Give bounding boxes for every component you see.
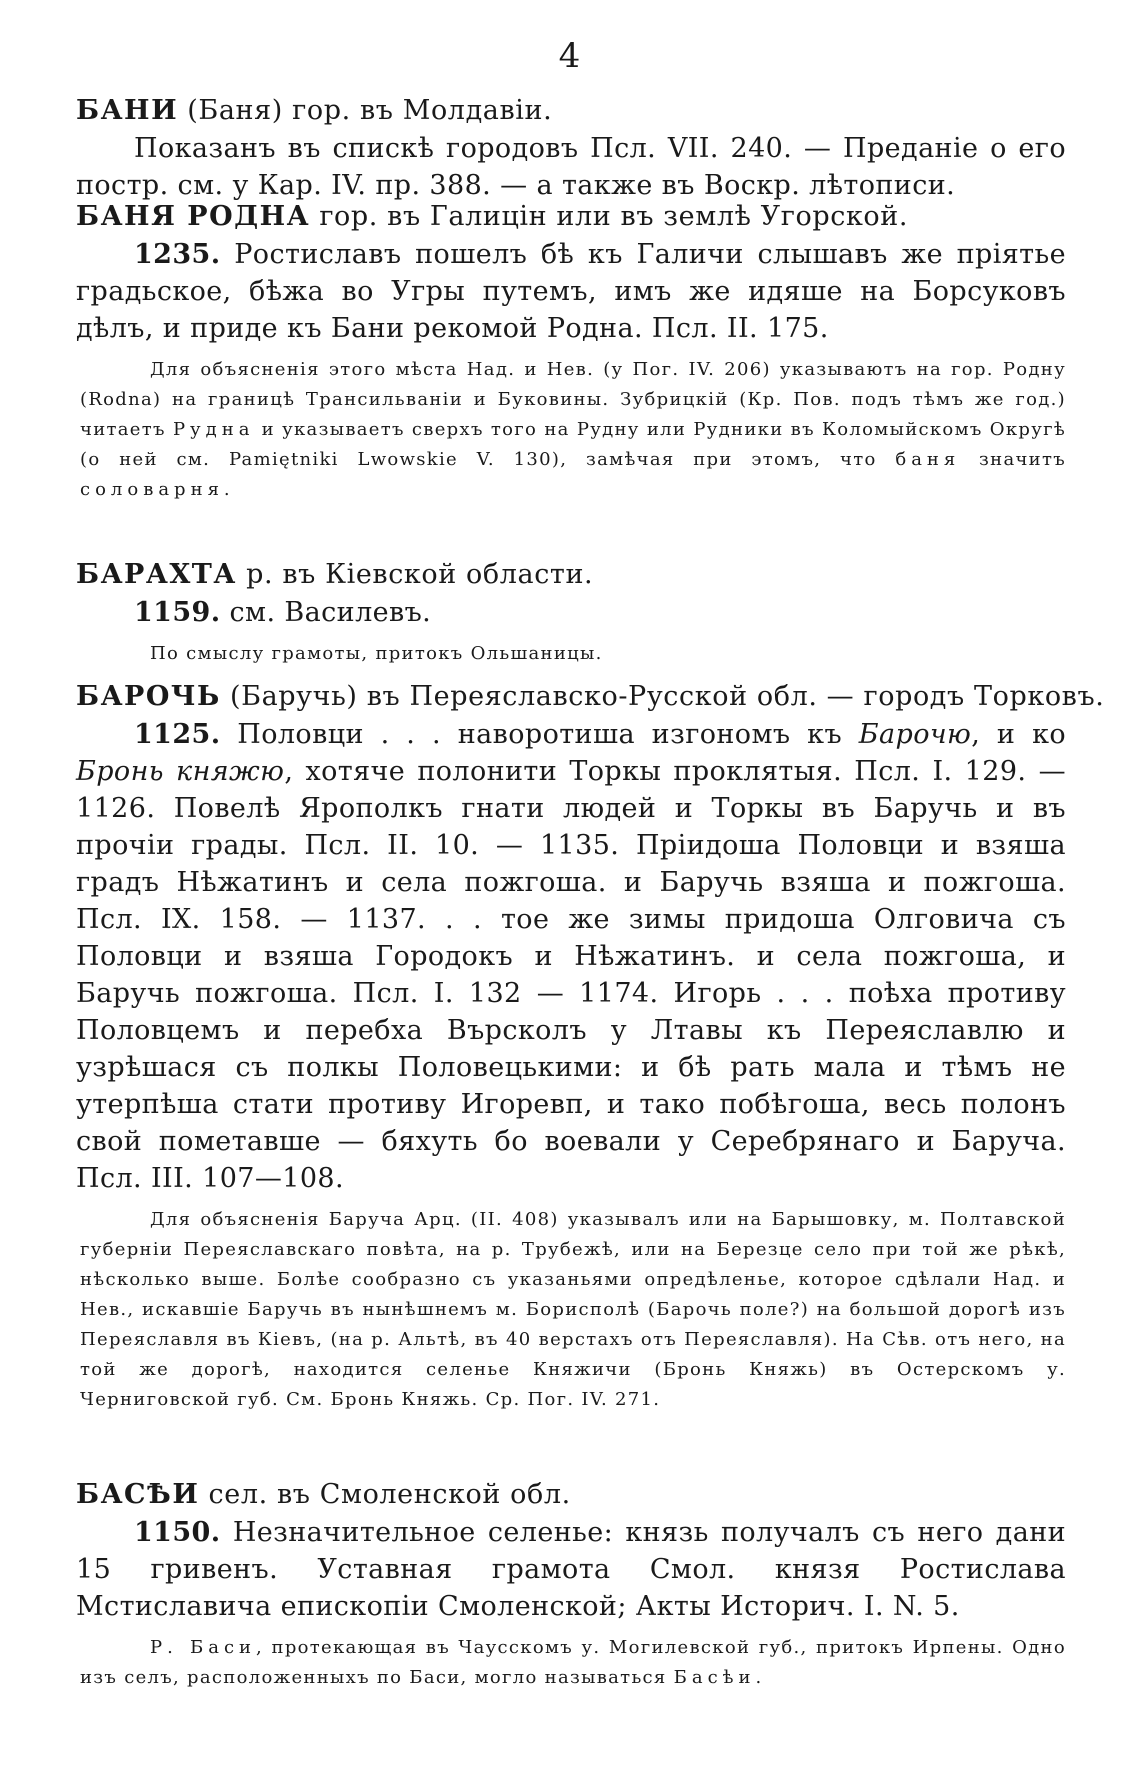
entry-note (76, 355, 1066, 505)
note-text: и указываетъ сверхъ того на Рудну или Рудники въ Коломыйскомъ Округѣ (о ней см. Pamiętniki Lwowskie V. 130), замѣчая при этомъ, что (80, 419, 1066, 470)
note-text: , протекающая въ Чаусскомъ у. Могилевской губ., притокъ Ирпены. Одно изъ селъ, расположенныхъ по Баси, могло называться (80, 1637, 1066, 1688)
entry-heading (76, 556, 1066, 594)
entry-term: БАСѢИ (76, 1479, 200, 1510)
entry-term: БАНИ (76, 95, 179, 126)
entry-body-text: Ростиславъ пошелъ бѣ къ Галичи слышавъ же пріятье градьское, бѣжа во Угры путемъ, имъ же идяше на Борсуковъ дѣлъ, и приде къ Бани рекомой Родна. Пcл. II. 175. (76, 239, 1066, 344)
entry-banya-rodna (76, 198, 1066, 505)
page-number: 4 (558, 36, 582, 76)
entry-note (76, 1633, 1066, 1693)
note-spaced-text: соловарня. (80, 479, 235, 500)
entry-body-text: Половци . . . наворотиша изгономъ къ (220, 719, 859, 750)
note-text: значитъ (960, 449, 1066, 470)
entry-body: Показанъ въ спискѣ городовъ Пcл. VII. 240. — Преданіе о его постр. см. у Кар. IV. пр. 388. — а также въ Воскр. лѣтописи. (76, 133, 1066, 201)
note-spaced-text: Р. Баси (150, 1637, 257, 1658)
entry-note: Для объясненія Баруча Арц. (II. 408) указывалъ или на Барышовку, м. Полтавской губерніи Переяславскаго повѣта, на р. Трубежѣ, или на Березце село при той же рѣкѣ, нѣсколько выше. Болѣе сообразно съ указаньями опредѣленье, которое сдѣлали Над. и Нев., искавшіе Баручь въ нынѣшнемъ м. Борисполѣ (Барочь поле?) на большой дорогѣ изъ Переяславля въ Кіевъ, (на р. Альтѣ, въ 40 верстахъ отъ Переяславля). На Сѣв. отъ него, на той же дорогѣ, находится селенье Княжичи (Бронь Княжь) въ Остерскомъ у. Черниговской губ. См. Бронь Княжь. Ср. Пог. IV. 271. (80, 1209, 1066, 1410)
entry-barakhta (76, 556, 1066, 669)
entry-body-text: , и ко (971, 719, 1066, 750)
entry-heading (76, 678, 1105, 716)
entry-bani (76, 92, 1066, 204)
note-text: Для объясненія этого мѣста Над. и Нев. (у Пог. IV. 206) указываютъ на гор. Родну (Rodna) на границѣ Трансильваніи и Буковины. Зубрицкій (Кр. Пов. подъ тѣмъ же год.) читаетъ (80, 359, 1066, 440)
entry-term: БАНЯ РОДНА (76, 201, 311, 232)
entry-subtitle: (Баручь) въ Переяславско-Русской обл. — городъ Торковъ. (230, 681, 1105, 712)
entry-term: БАРАХТА (76, 559, 237, 590)
note-spaced-text: баня (895, 449, 961, 470)
entry-body (76, 236, 1066, 347)
entry-subtitle: гор. въ Галицін или въ землѣ Угорской. (319, 201, 909, 232)
entry-year: 1150. (134, 1517, 221, 1548)
entry-note: По смыслу грамоты, притокъ Ольшаницы. (150, 643, 603, 664)
entry-body-text: , хотяче полонити Торкы проклятыя. Пcл. I. 129. — 1126. Повелѣ Ярополкъ гнати людей и Торкы въ Баручь и въ прочіи грады. Пcл. II. 10. — 1135. Пріидоша Половци и взяша градъ Нѣжатинъ и села пожгоша. и Баручь взяша и пожгоша. Пcл. IX. 158. — 1137. . . тое же зимы придоша Олговича съ Половци и взяша Городокъ и Нѣжатинъ. и села пожгоша, и Баручь пожгоша. Пcл. I. 132 — 1174. Игорь . . . поѣха противу Половцемъ и перебха Върсколъ у Лтавы къ Переяславлю и узрѣшася съ полкы Половецькими: и бѣ рать мала и тѣмъ не утерпѣша стати противу Игоревп, и тако побѣгоша, весь полонъ свой пометавше — бяхуть бо воевали у Серебрянаго и Баруча. Пcл. III. 107—108. (76, 756, 1066, 1194)
entry-subtitle: сел. въ Смоленской обл. (208, 1479, 571, 1510)
note-spaced-text: Басѣи. (673, 1667, 767, 1688)
entry-heading (76, 1476, 1066, 1514)
note-spaced-text: Рудна (172, 419, 255, 440)
entry-body-text: Незначительное селенье: князь получалъ съ него дани 15 гривенъ. Уставная грамота Смол. князя Ростислава Мстиславича епископіи Смоленской; Акты Историч. I. N. 5. (76, 1517, 1066, 1622)
entry-body (76, 1514, 1066, 1625)
entry-heading (76, 198, 1066, 236)
entry-barоch (76, 678, 1105, 1415)
entry-body-italic: Бронь княжю (76, 756, 285, 787)
entry-term: БАРОЧЬ (76, 681, 221, 712)
entry-body-text: см. Василевъ. (220, 597, 432, 628)
entry-subtitle: (Баня) гор. въ Молдавіи. (187, 95, 553, 126)
entry-year: 1125. (134, 719, 221, 750)
entry-body (76, 594, 1066, 631)
entry-subtitle: р. въ Кіевской области. (246, 559, 594, 590)
entry-body (76, 716, 1066, 1197)
entry-basei (76, 1476, 1066, 1693)
entry-body-italic: Барочю (858, 719, 972, 750)
entry-heading (76, 92, 1066, 130)
entry-year: 1159. (134, 597, 221, 628)
entry-year: 1235. (134, 239, 221, 270)
